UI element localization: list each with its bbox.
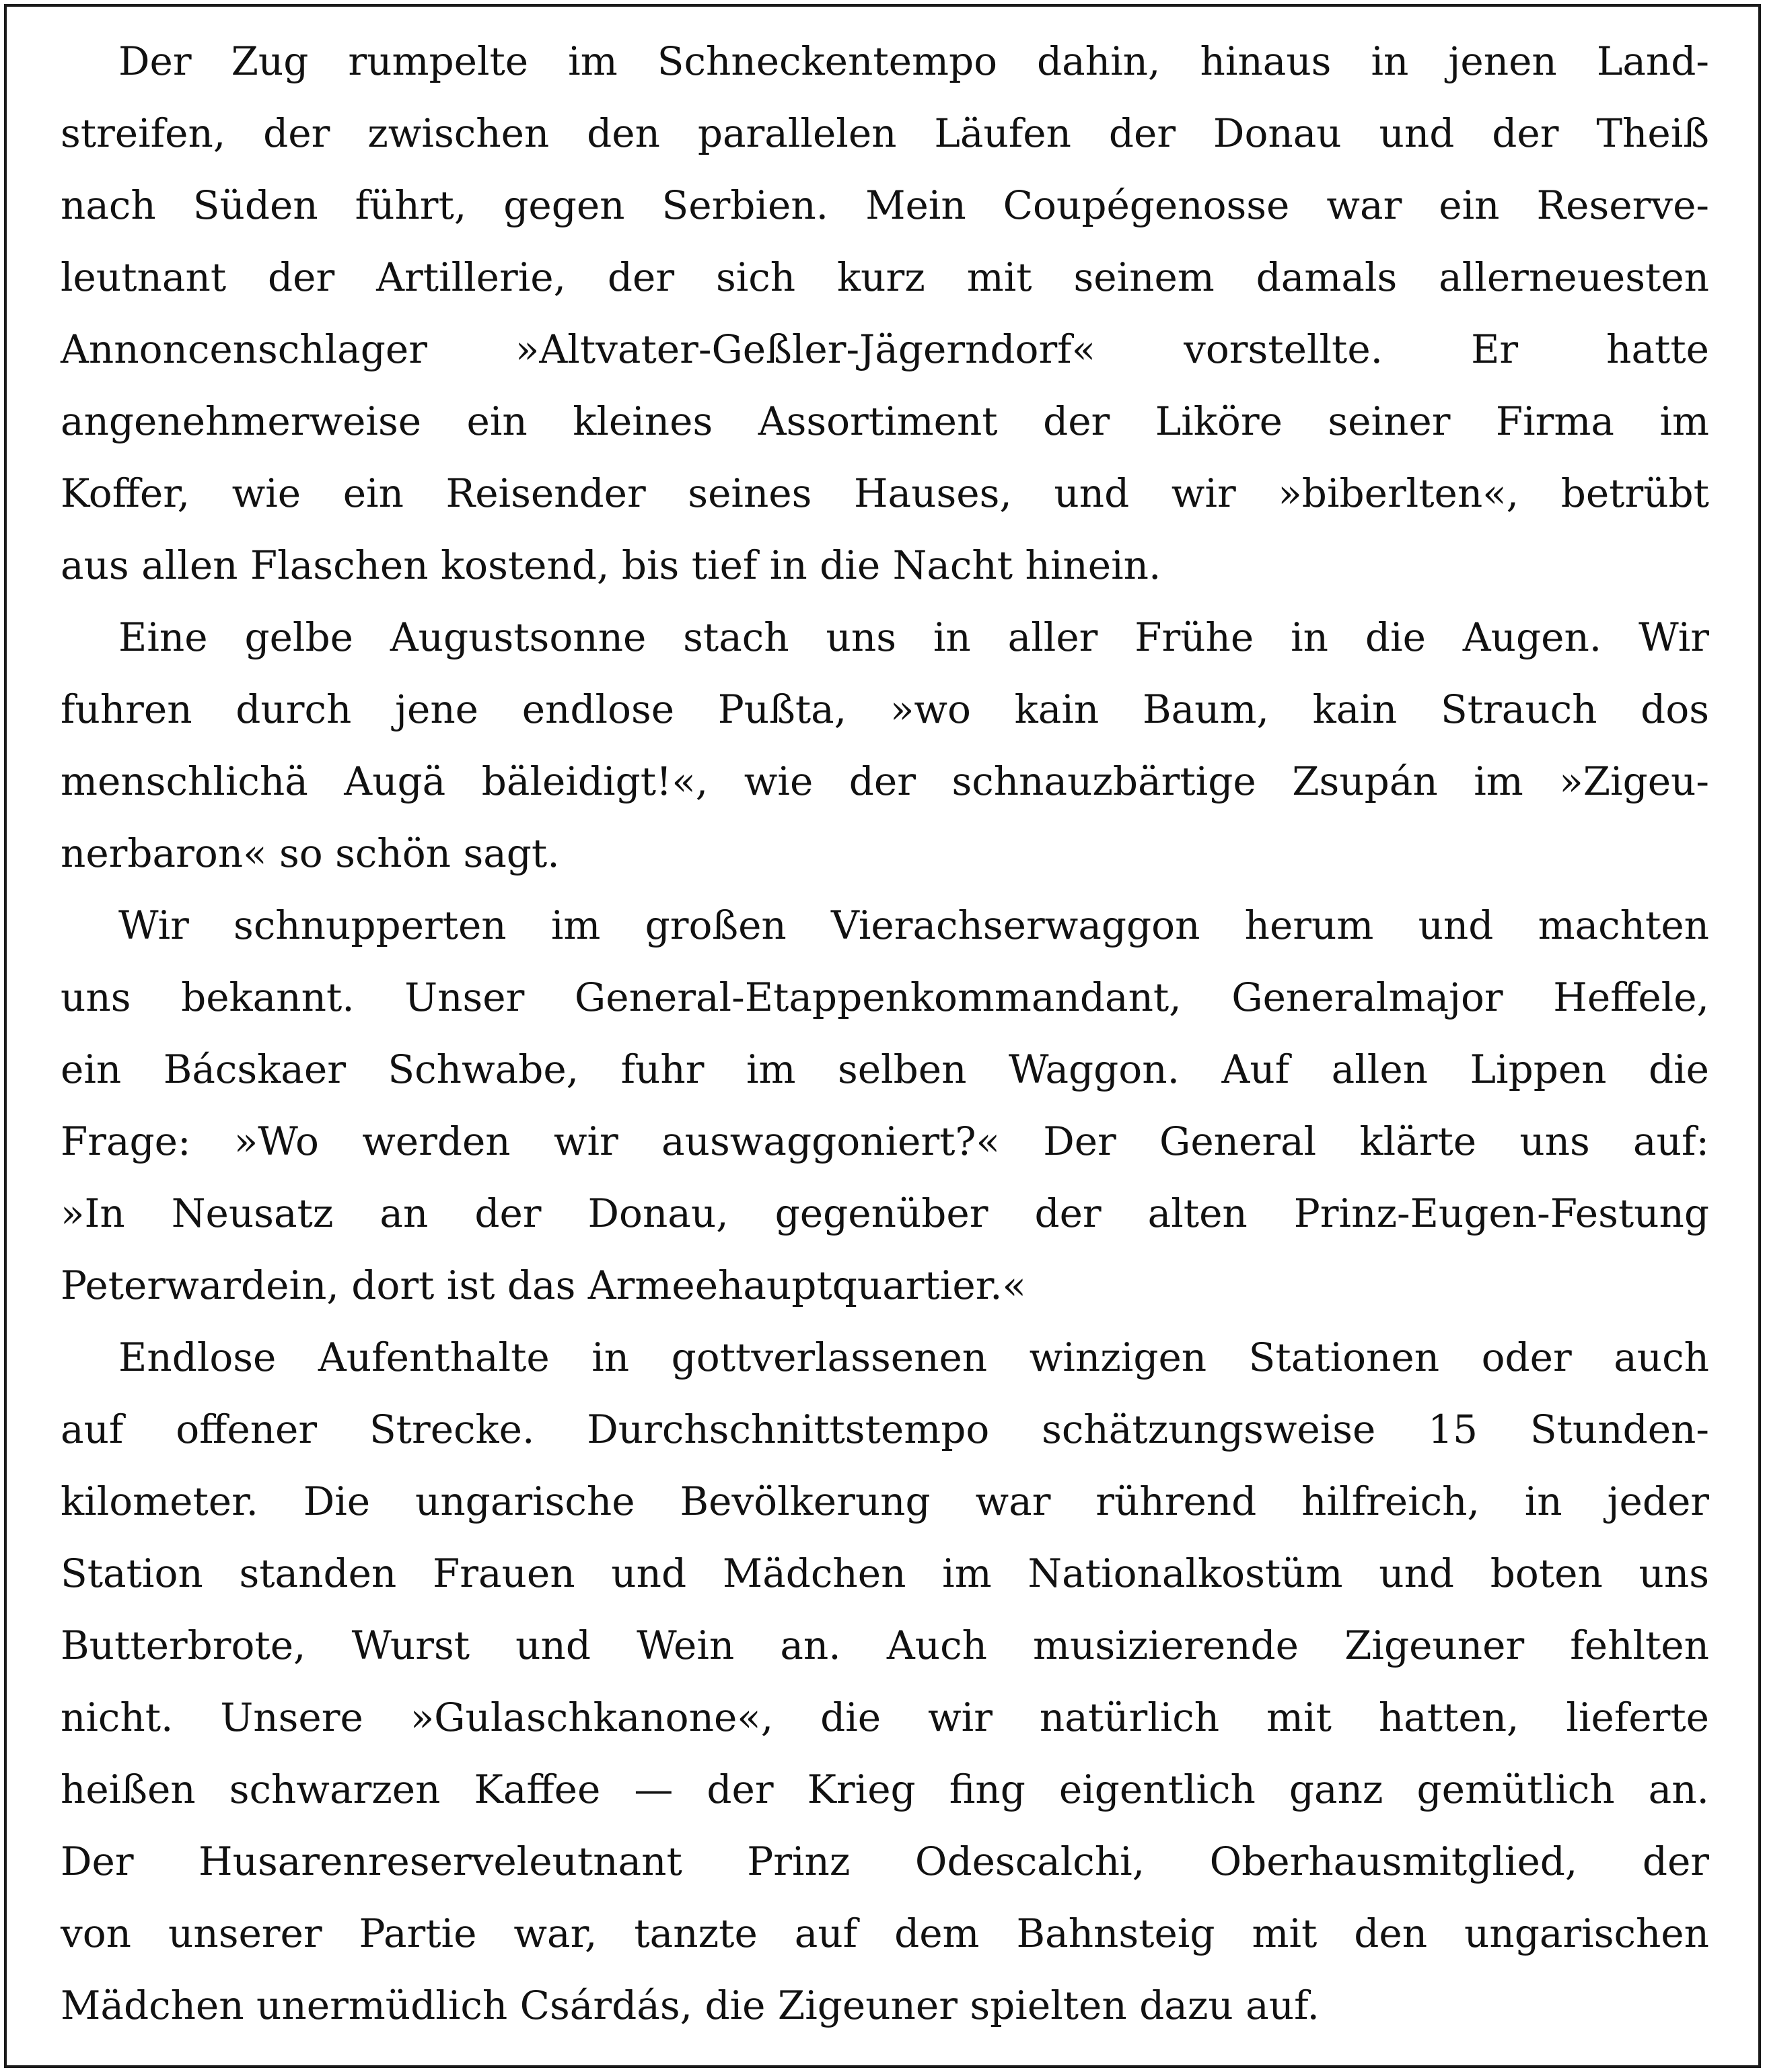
text-line: aus allen Flaschen kostend, bis tief in die Nacht hinein. xyxy=(61,542,1161,588)
text-line: nach Süden führt, gegen Serbien. Mein Coupégenosse war ein Reserve- xyxy=(61,182,1709,228)
text-line: nerbaron« so schön sagt. xyxy=(61,830,560,876)
text-line: Eine gelbe Augustsonne stach uns in aller Frühe in die Augen. Wir xyxy=(118,614,1709,660)
text-line: Butterbrote, Wurst und Wein an. Auch musizierende Zigeuner fehlten xyxy=(61,1622,1709,1668)
text-line: heißen schwarzen Kaffee — der Krieg fing eigentlich ganz gemütlich an. xyxy=(61,1766,1709,1812)
text-line: Annoncenschlager »Altvater-Geßler-Jägerndorf« vorstellte. Er hatte xyxy=(61,326,1709,372)
text-line: menschlichä Augä bäleidigt!«, wie der schnauzbärtige Zsupán im »Zigeu- xyxy=(61,758,1709,804)
text-line: angenehmerweise ein kleines Assortiment der Liköre seiner Firma im xyxy=(61,398,1709,444)
text-line: Endlose Aufenthalte in gottverlassenen winzigen Stationen oder auch xyxy=(118,1334,1709,1380)
text-line: Mädchen unermüdlich Csárdás, die Zigeuner spielten dazu auf. xyxy=(61,1982,1320,2028)
text-line: von unserer Partie war, tanzte auf dem Bahnsteig mit den ungarischen xyxy=(61,1910,1709,1956)
document-body xyxy=(61,26,1709,2042)
text-line: »In Neusatz an der Donau, gegenüber der alten Prinz-Eugen-Festung xyxy=(61,1190,1709,1236)
text-line: Wir schnupperten im großen Vierachserwaggon herum und machten xyxy=(118,902,1709,948)
text-line: streifen, der zwischen den parallelen Läufen der Donau und der Theiß xyxy=(61,110,1709,156)
text-line: Station standen Frauen und Mädchen im Nationalkostüm und boten uns xyxy=(61,1550,1709,1596)
text-line: ein Bácskaer Schwabe, fuhr im selben Waggon. Auf allen Lippen die xyxy=(61,1046,1709,1092)
text-line: leutnant der Artillerie, der sich kurz mit seinem damals allerneuesten xyxy=(61,254,1709,300)
text-line: Der Husarenreserveleutnant Prinz Odescalchi, Oberhausmitglied, der xyxy=(61,1838,1709,1884)
text-line: auf offener Strecke. Durchschnittstempo schätzungsweise 15 Stunden- xyxy=(61,1406,1709,1452)
paragraph-2 xyxy=(61,602,1709,890)
paragraph-1 xyxy=(61,26,1709,602)
text-line: Koffer, wie ein Reisender seines Hauses, und wir »biberlten«, betrübt xyxy=(61,470,1709,516)
text-line: fuhren durch jene endlose Pußta, »wo kain Baum, kain Strauch dos xyxy=(61,686,1709,732)
text-line: Peterwardein, dort ist das Armeehauptquartier.« xyxy=(61,1262,1026,1308)
paragraph-4 xyxy=(61,1322,1709,2042)
text-line: Der Zug rumpelte im Schneckentempo dahin, hinaus in jenen Land- xyxy=(118,38,1709,84)
text-line: kilometer. Die ungarische Bevölkerung war rührend hilfreich, in jeder xyxy=(61,1478,1709,1524)
text-line: uns bekannt. Unser General-Etappenkommandant, Generalmajor Heffele, xyxy=(61,974,1709,1020)
text-line: Frage: »Wo werden wir auswaggoniert?« Der General klärte uns auf: xyxy=(61,1118,1709,1164)
paragraph-3 xyxy=(61,890,1709,1322)
text-line: nicht. Unsere »Gulaschkanone«, die wir natürlich mit hatten, lieferte xyxy=(61,1694,1709,1740)
